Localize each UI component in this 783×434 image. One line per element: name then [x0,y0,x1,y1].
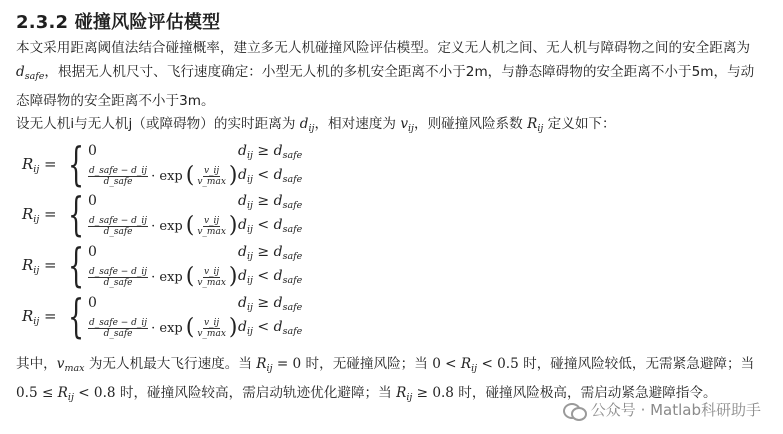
formula-lhs: $R_{ij}$ = [22,256,57,276]
case-exp: $\frac{\text{d\_safe − d\_ij}}{\text{d\_safe}}$ · exp ( $\frac{v\_ij}{v\_\max}$ ) [89,264,238,289]
formula-block [22,187,342,241]
case-exp: $\frac{\text{d\_safe − d\_ij}}{\text{d\_safe}}$ · exp ( $\frac{v\_ij}{v\_\max}$ ) [89,315,238,340]
paragraph-thresholds: 其中，$v_{max}$ 为无人机最大飞行速度。当 $R_{ij} = 0$ 时，无碰撞风险；当 $0 < R_{ij} < 0.5$ 时，碰撞风险较低，无需紧急避障；当 $0.5 \le R_{ij} < 0.8$ 时，碰撞风险较高，需启动轨迹优化避障；当 $R_{ij} \ge 0.8$ 时，碰撞风险极高，需启动紧急避障指令。 [16,356,755,403]
velocity-fraction: $\frac{v\_ij}{v\_\max}$ [197,266,226,288]
distance-fraction: $\frac{\text{d\_safe − d\_ij}}{\text{d\_safe}}$ [89,215,148,237]
condition-lt: $d_{ij} < d_{safe}$ [238,167,303,185]
math-v-ij: $v_{ij}$ [400,116,414,134]
paragraph-definition: 本文采用距离阈值法结合碰撞概率，建立多无人机碰撞风险评估模型。定义无人机之间、无人机与障碍物之间的安全距离为 $d_{safe}$，根据无人机尺寸、飞行速度确定：小型无人机的多机安全距离不小于2m，与静态障碍物的安全距离不小于5m，与动态障碍物的安全距离不小于3m。 [16,40,755,109]
formula-block [22,289,342,343]
condition-ge: $d_{ij} \ge d_{safe}$ [238,193,303,211]
left-brace: { [68,187,85,241]
condition-lt: $d_{ij} < d_{safe}$ [238,268,303,286]
formula-block [22,238,342,292]
math-d-ij: $d_{ij}$ [299,116,315,134]
watermark: 公众号 · Matlab科研助手 [563,399,761,420]
left-brace: { [68,238,85,292]
section-heading: 2.3.2 碰撞风险评估模型 [16,12,221,33]
velocity-fraction: $\frac{v\_ij}{v\_\max}$ [197,165,226,187]
formula-lhs: $R_{ij}$ = [22,205,57,225]
condition-ge: $d_{ij} \ge d_{safe}$ [238,244,303,262]
paragraph-setup: 设无人机i与无人机j（或障碍物）的实时距离为 $d_{ij}$，相对速度为 $v_{ij}$，则碰撞风险系数 $R_{ij}$ 定义如下： [16,116,616,134]
left-brace: { [68,137,85,191]
condition-lt: $d_{ij} < d_{safe}$ [238,319,303,337]
distance-fraction: $\frac{\text{d\_safe − d\_ij}}{\text{d\_safe}}$ [89,165,148,187]
left-brace: { [68,289,85,343]
case-exp: $\frac{\text{d\_safe − d\_ij}}{\text{d\_safe}}$ · exp ( $\frac{v\_ij}{v\_\max}$ ) [89,213,238,238]
case-exp: $\frac{\text{d\_safe − d\_ij}}{\text{d\_safe}}$ · exp ( $\frac{v\_ij}{v\_\max}$ ) [89,163,238,188]
case-zero: 0 [88,295,97,311]
formula-block [22,137,342,191]
distance-fraction: $\frac{\text{d\_safe − d\_ij}}{\text{d\_safe}}$ [89,266,148,288]
math-r-ij: $R_{ij}$ [527,116,544,134]
condition-ge: $d_{ij} \ge d_{safe}$ [238,143,303,161]
math-d-safe: $d_{safe}$ [16,64,45,82]
velocity-fraction: $\frac{v\_ij}{v\_\max}$ [197,215,226,237]
condition-lt: $d_{ij} < d_{safe}$ [238,217,303,235]
formula-lhs: $R_{ij}$ = [22,155,57,175]
case-zero: 0 [88,244,97,260]
wechat-icon [563,401,585,419]
case-zero: 0 [88,143,97,159]
distance-fraction: $\frac{\text{d\_safe − d\_ij}}{\text{d\_safe}}$ [89,317,148,339]
formula-lhs: $R_{ij}$ = [22,307,57,327]
velocity-fraction: $\frac{v\_ij}{v\_\max}$ [197,317,226,339]
condition-ge: $d_{ij} \ge d_{safe}$ [238,295,303,313]
case-zero: 0 [88,193,97,209]
